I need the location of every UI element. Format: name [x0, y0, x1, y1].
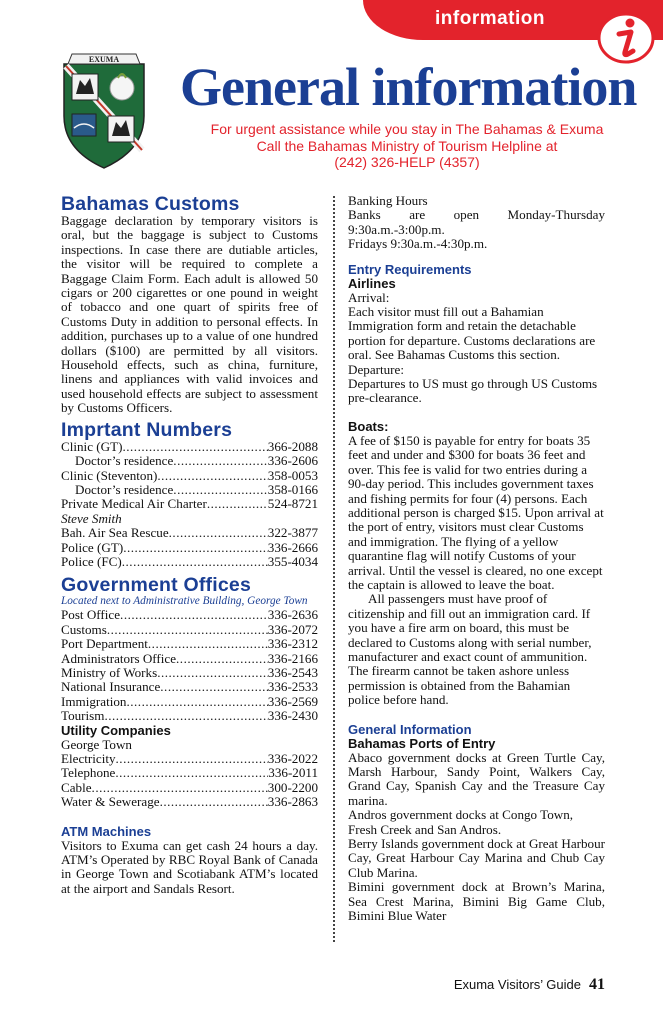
office-row: Immigration ..... 336-2569 [61, 695, 318, 709]
office-row: Administrators Office ..... 336-2166 [61, 652, 318, 666]
left-column [61, 194, 318, 896]
utility-row: Cable ..... 300-2200 [61, 781, 318, 795]
number-row: Bah. Air Sea Rescue ..... 322-3877 [61, 526, 318, 540]
customs-heading: Bahamas Customs [61, 193, 240, 215]
header-tab-label: information [435, 8, 545, 29]
svg-text:EXUMA: EXUMA [88, 55, 120, 64]
number-row: Doctor’s residence ..... 336-2606 [61, 454, 318, 468]
urgent-line-2: Call the Bahamas Ministry of Tourism Helpline at [256, 137, 558, 154]
urgent-line-1: For urgent assistance while you stay in The Bahamas & Exuma [210, 121, 604, 137]
banking-line-3: Fridays 9:30a.m.-4:30p.m. [348, 236, 488, 252]
government-heading: Government Offices [61, 574, 251, 597]
numbers-heading: Imprtant Numbers [61, 418, 233, 441]
office-row: Tourism ..... 336-2430 [61, 709, 318, 723]
airlines-heading: Airlines [348, 275, 396, 291]
port-andros: Andros government docks at Congo Town, Fresh Creek and San Andros. [348, 807, 574, 837]
utility-row: Electricity ..... 336-2022 [61, 752, 318, 766]
urgent-line-3: (242) 326-HELP (4357) [334, 154, 480, 170]
page-number: 41 [589, 976, 605, 993]
number-row: Doctor’s residence ..... 358-0166 [61, 483, 318, 497]
entry-heading: Entry Requirements [348, 261, 472, 277]
page-footer [454, 976, 605, 994]
number-row: Police (FC) ..... 355-4034 [61, 555, 318, 569]
atm-heading: ATM Machines [61, 823, 152, 839]
office-row: Port Department ..... 336-2312 [61, 637, 318, 651]
ports-heading: Bahamas Ports of Entry [348, 735, 496, 751]
right-column [348, 194, 605, 923]
urgent-helpline-notice [172, 121, 642, 171]
boats-text: A fee of $150 is payable for entry for boats 35 feet and under and $300 for boats 36 feet and over. This fee is valid for two entries during a 90-day period. This includes government taxes and fishing permits for four (4) persons. Each additional person is charged $15. Upon arrival at the port of entry, visitors must clear Customs and immigration. The flying of a yellow quarantine flag will notify Customs of your arrival. Until the vessel is cleared, no one except the captain is allowed to leave the boat. [348, 432, 604, 592]
charter-contact-name: Steve Smith [61, 510, 122, 526]
port-abaco: Abaco government docks at Green Turtle Cay, Marsh Harbour, Sandy Point, Walkers Cay, Grand Cay, Spanish Cay and the Treasure Cay marina. [348, 749, 605, 808]
page-title: General information [180, 57, 637, 117]
port-bimini: Bimini government dock at Brown’s Marina, Sea Crest Marina, Bimini Big Game Club, Bimini Blue Water [348, 879, 605, 924]
number-row: Private Medical Air Charter ..... 524-8721 [61, 497, 318, 511]
office-row: Customs ..... 336-2072 [61, 623, 318, 637]
office-row: Post Office ..... 336-2636 [61, 608, 318, 622]
number-row: Clinic (GT) ..... 366-2088 [61, 440, 318, 454]
number-row: Police (GT) ..... 336-2666 [61, 541, 318, 555]
port-berry-islands: Berry Islands government dock at Great Harbour Cay, Great Harbour Cay Marina and Chub Cay Club Marina. [348, 836, 605, 880]
utility-heading: Utility Companies [61, 722, 171, 738]
office-row: National Insurance ..... 336-2533 [61, 680, 318, 694]
banking-line-2: 9:30a.m.-3:00p.m. [348, 221, 445, 237]
utility-row: Water & Sewerage ..... 336-2863 [61, 795, 318, 809]
banking-line-1: Banks are open Monday-Thursday [348, 207, 605, 223]
utility-row: Telephone ..... 336-2011 [61, 766, 318, 780]
arrival-text: Each visitor must fill out a Bahamian Immigration form and retain the detachable portion for departure. Customs declarations are oral. See Bahamas Customs this section. [348, 304, 596, 363]
arrival-label: Arrival: [348, 289, 390, 305]
boats-text-2: All passengers must have proof of citizenship and fill out an immigration card. If you have a fire arm on board, this must be declared to Customs along with serial number, manufacturer and exact count of ammunition. The firearm cannot be taken ashore unless permission is obtained from the Bahamian police before hand. [348, 591, 592, 708]
boats-heading: Boats: [348, 418, 389, 434]
guide-name: Exuma Visitors’ Guide [453, 977, 581, 992]
exuma-crest-logo [58, 50, 150, 170]
banking-title: Banking Hours [348, 193, 428, 208]
departure-text: Departures to US must go through US Customs pre-clearance. [348, 376, 598, 406]
government-subtitle: Located next to Administrative Building, George Town [61, 595, 308, 608]
office-row: Ministry of Works ..... 336-2543 [61, 666, 318, 680]
customs-body: Baggage declaration by temporary visitors is oral, but the baggage is subject to Customs inspections. In case there are dutiable articles, the visitor will be required to complete a Baggage Claim Form. Each adult is allowed 50 cigars or 200 cigarettes or one pound in weight of tobacco and one quart of spirits free of Customs Duty in addition to personal effects. In addition, purchases up to a value of one hundred dollars ($100) are permitted by all visitors. Household effects, such as china, furniture, linens and appliances with valid invoices and used household effects are subject to assessment by Customs Officers. [61, 213, 318, 416]
departure-label: Departure: [348, 361, 404, 377]
utility-place: George Town [61, 736, 132, 752]
atm-body: Visitors to Exuma can get cash 24 hours a day. ATM’s Operated by RBC Royal Bank of Canada in George Town and Scotiabank ATM’s located at the airport and Sandals Resort. [61, 837, 318, 896]
column-divider [333, 196, 335, 942]
number-row: Clinic (Steventon) ..... 358-0053 [61, 469, 318, 483]
general-heading: General Information [348, 721, 472, 737]
